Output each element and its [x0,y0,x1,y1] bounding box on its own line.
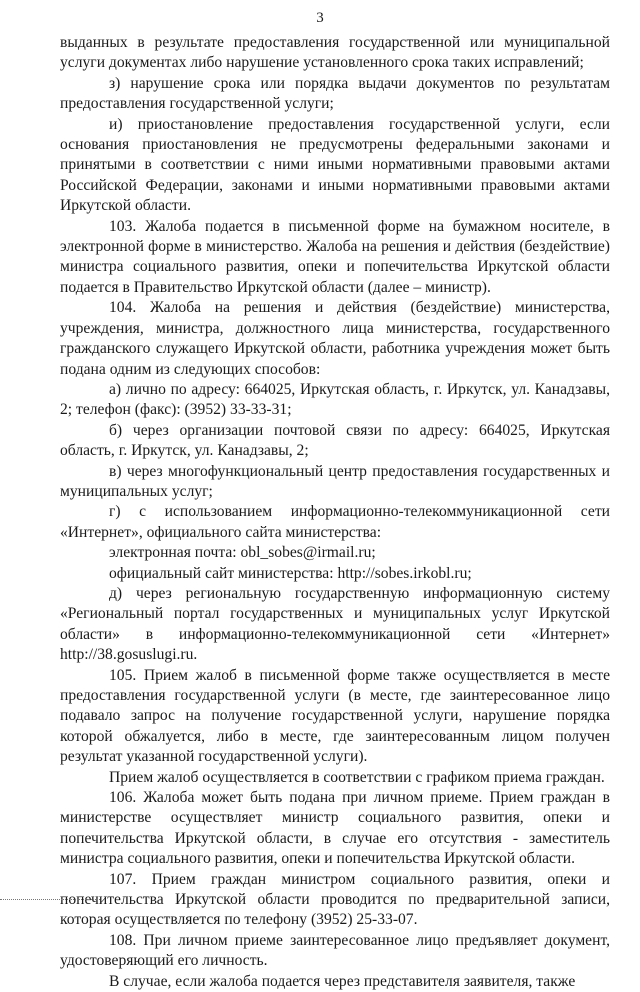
paragraph-website: официальный сайт министерства: http://sobes.irkobl.ru; [109,564,472,582]
paragraph-item-i: и) приостановление предоставления государственной услуги, если основания приостановления не предусмотрены федеральными законами и принятыми в соответствии с ними иными нормативными правовыми актами Российской Федерации, законами и иными нормативными правовыми актами Иркутской области. [60,115,610,215]
paragraph-106: 106. Жалоба может быть подана при личном приеме. Прием граждан в министерстве осуществляет министр социального развития, опеки и попечительства Иркутской области, в случае его отсутствия - заместитель министра социального развития, опеки и попечительства Иркутской области. [60,789,610,868]
paragraph-107: 107. Прием граждан министром социального развития, опеки и попечительства Иркутской области проводится по предварительной записи, которая осуществляется по телефону (3952) 25-33-07. [60,870,610,929]
paragraph-representative: В случае, если жалоба подается через представителя заявителя, также [109,972,576,990]
paragraph-108: 108. При личном приеме заинтересованное лицо предъявляет документ, удостоверяющий его личность. [60,931,610,970]
paragraph-item-d: д) через региональную государственную информационную систему «Региональный портал государственных и муниципальных услуг Иркутской области» в информационно-телекоммуникационной сети «Интернет» http://38.gosuslugi.ru. [60,584,610,664]
paragraph-item-g: г) с использованием информационно-телекоммуникационной сети «Интернет», официального сайта министерства: [60,503,610,541]
paragraph-item-b: б) через организации почтовой связи по адресу: 664025, Иркутская область, г. Иркутск, ул. Канадзавы, 2; [60,421,610,460]
document-body [60,33,610,992]
paragraph-item-a: а) лично по адресу: 664025, Иркутская область, г. Иркутск, ул. Канадзавы, 2; телефон (факс): (3952) 33-33-31; [60,380,610,419]
paragraph-item-v: в) через многофункциональный центр предоставления государственных и муниципальных услуг; [60,462,610,500]
page-number: 3 [316,10,324,26]
paragraph-item-z: з) нарушение срока или порядка выдачи документов по результатам предоставления государственной услуги; [60,74,610,113]
paragraph-email: электронная почта: obl_sobes@irmail.ru; [109,544,376,562]
paragraph-105: 105. Прием жалоб в письменной форме также осуществляется в месте предоставления государственной услуги (в месте, где заинтересованное лицо подавало запрос на получение государственной услуги, нарушение порядка которой обжалуется, либо в месте, где заинтересованным лицом получен результат указанной государственной услуги). [60,666,610,766]
paragraph-103: 103. Жалоба подается в письменной форме на бумажном носителе, в электронной форме в министерство. Жалоба на решения и действия (бездействие) министра социального развития, опеки и попечительства Иркутской области подается в Правительство Иркутской области (далее – министр). [60,217,610,296]
paragraph-104: 104. Жалоба на решения и действия (бездействие) министерства, учреждения, министра, должностного лица министерства, государственного гражданского служащего Иркутской области, работника учреждения может быть подана одним из следующих способов: [60,299,610,378]
paragraph-schedule: Прием жалоб осуществляется в соответствии с графиком приема граждан. [109,768,605,786]
footer-divider [0,899,100,900]
paragraph-continuation: выданных в результате предоставления государственной или муниципальной услуги документах либо нарушение установленного срока таких исправлений; [60,34,610,72]
